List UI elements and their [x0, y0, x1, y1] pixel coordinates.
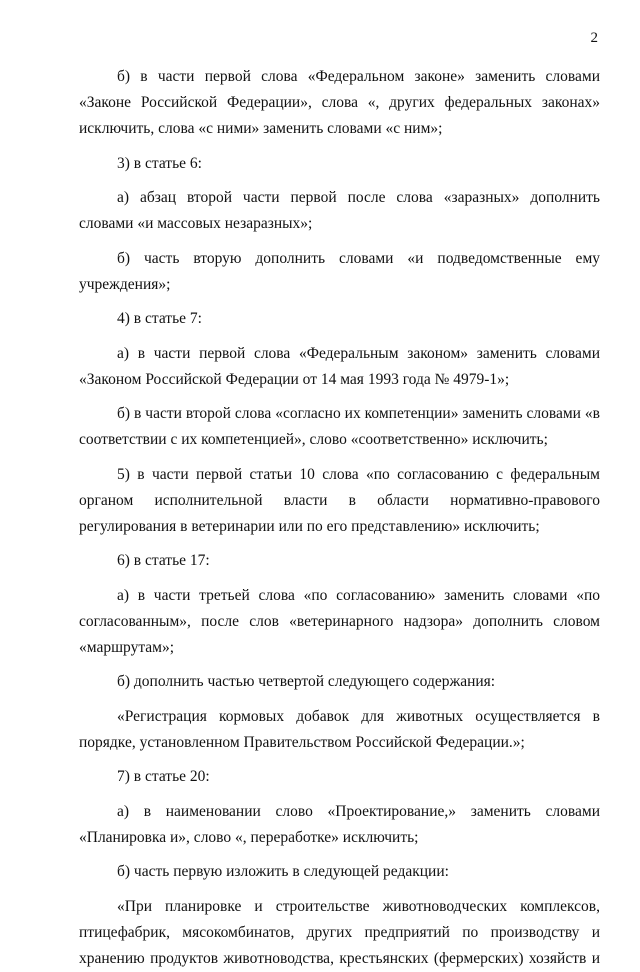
paragraph: б) в части второй слова «согласно их компетенции» заменить словами «в соответствии с их компетенцией», слово «соответственно» исключить;: [79, 405, 600, 448]
paragraph: а) в части третьей слова «по согласованию» заменить словами «по согласованным», после слов «ветеринарного надзора» дополнить словом «маршрутам»;: [79, 586, 600, 656]
paragraph: 3) в статье 6:: [117, 154, 202, 172]
paragraph: а) абзац второй части первой после слова «заразных» дополнить словами «и массовых незаразных»;: [79, 189, 600, 232]
paragraph: а) в наименовании слово «Проектирование,» заменить словами «Планировка и», слово «, переработке» исключить;: [79, 802, 600, 846]
paragraph: б) часть вторую дополнить словами «и подведомственные ему учреждения»;: [79, 249, 600, 293]
paragraph: 5) в части первой статьи 10 слова «по согласованию с федеральным органом исполнительной власти в области нормативно-правового регулирования в ветеринарии или по его представлению» исключить;: [79, 465, 600, 535]
paragraph: 7) в статье 20:: [117, 768, 210, 785]
paragraph: «Регистрация кормовых добавок для животных осуществляется в порядке, установленном Правительством Российской Федерации.»;: [79, 707, 600, 751]
document-body: [79, 64, 600, 972]
page-number: 2: [590, 30, 598, 46]
paragraph: б) дополнить частью четвертой следующего содержания:: [117, 673, 496, 690]
paragraph: б) часть первую изложить в следующей редакции:: [117, 863, 449, 880]
paragraph: а) в части первой слова «Федеральным законом» заменить словами «Законом Российской Федерации от 14 мая 1993 года № 4979-1»;: [79, 344, 600, 388]
paragraph: 6) в статье 17:: [117, 552, 210, 569]
paragraph: б) в части первой слова «Федеральном законе» заменить словами «Законе Российской Федерации», слова «, других федеральных законах» исключить, слова «с ними» заменить словами «с ним»;: [79, 68, 600, 137]
paragraph: «При планировке и строительстве животноводческих комплексов, птицефабрик, мясокомбинатов, других предприятий по производству и хранению продуктов животноводства, крестьянских (фермерских) хозяйств и: [79, 897, 600, 967]
paragraph: 4) в статье 7:: [117, 310, 202, 327]
